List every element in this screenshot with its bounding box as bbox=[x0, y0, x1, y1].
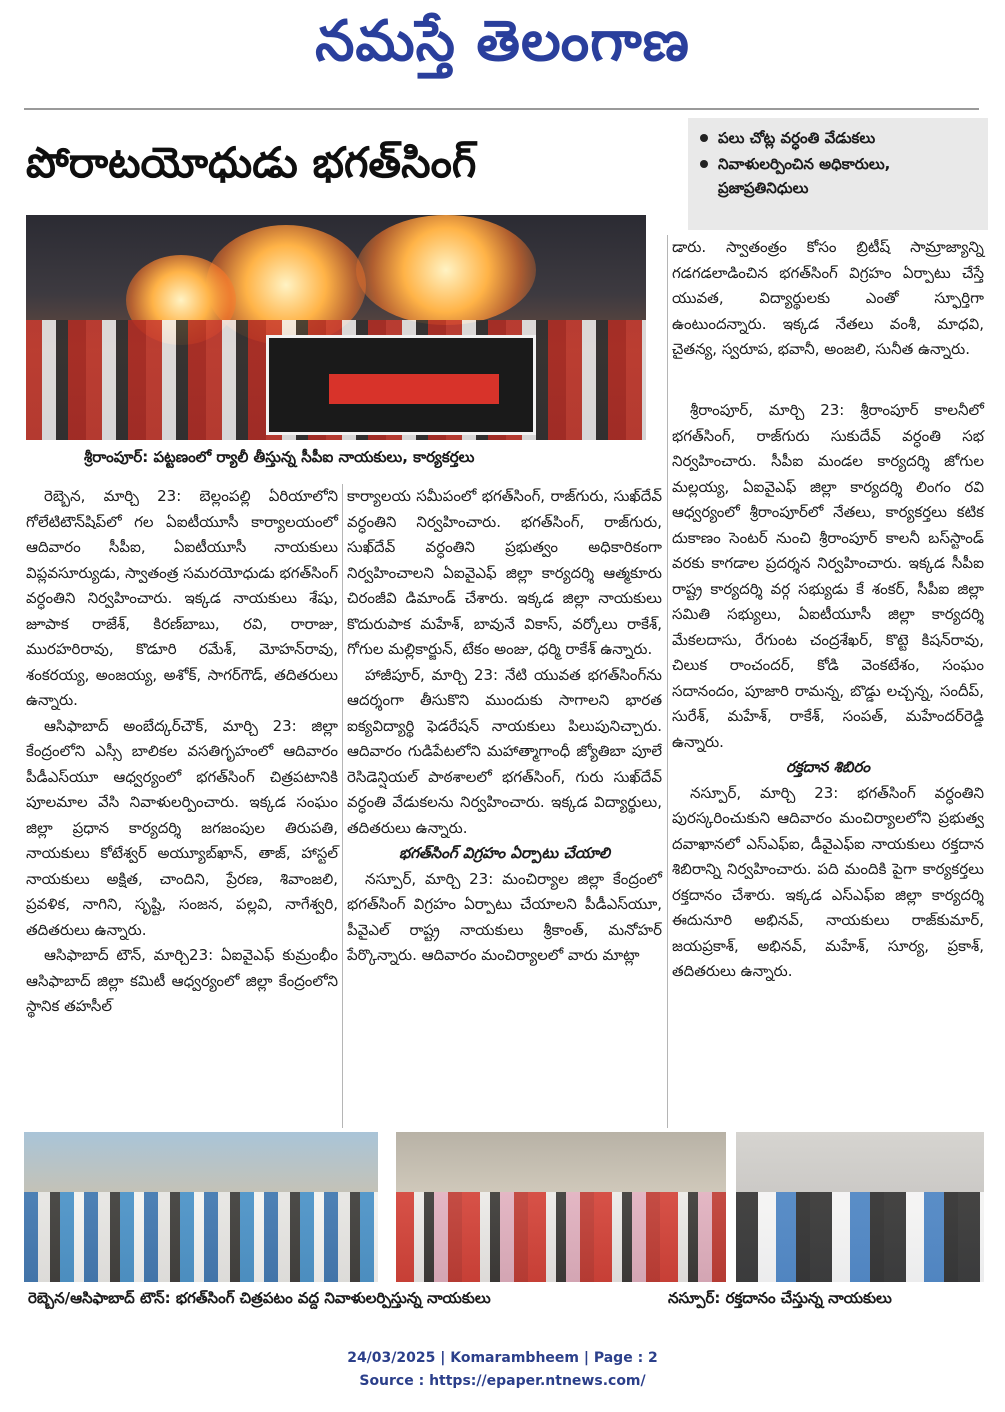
photo-students-tribute bbox=[396, 1132, 726, 1282]
bullet-icon bbox=[700, 160, 708, 168]
article-column-2 bbox=[347, 484, 662, 1128]
paragraph: ఆసిఫాబాద్ అంబేద్కర్‌చౌక్, మార్చి 23: జిల్లా కేంద్రంలోని ఎస్సీ బాలికల వసతిగృహంలో ఆదివారం పీడీఎస్‌యూ ఆధ్వర్యంలో భగత్‌సింగ్ చిత్రపటానికి పూలమాల వేసి నివాళులర్పించారు. ఇక్కడ సంఘం జిల్లా ప్రధాన కార్యదర్శి జగజంపుల తిరుపతి, నాయకులు కోటేశ్వర్ అయ్యూబ్‌ఖాన్, తాజ్, హాస్టల్ నాయకులు అక్షిత, చాందిని, ప్రేరణ, శివాంజలి, ప్రవళిక, నాగిని, సృష్టి, సంజన, పల్లవి, నాగేశ్వరి, తదితరులు ఉన్నారు. bbox=[26, 716, 338, 939]
article-column-3-top bbox=[672, 235, 984, 395]
column-divider bbox=[342, 484, 343, 1128]
paragraph: ఆసిఫాబాద్ టౌన్, మార్చి23: ఏఐవైఎఫ్ కుమ్రంభీం ఆసిఫాబాద్ జిల్లా కమిటీ ఆధ్వర్యంలో జిల్లా కేంద్రంలోని స్థానిక తహసీల్ bbox=[26, 946, 338, 1015]
paragraph: హాజీపూర్, మార్చి 23: నేటి యువత భగత్‌సింగ్‌ను ఆదర్శంగా తీసుకొని ముందుకు సాగాలని భారత ఐక్యవిద్యార్థి ఫెడరేషన్ నాయకులు పిలుపునిచ్చారు. ఆదివారం గుడిపేటలోని మహాత్మాగాంధీ జ్యోతిబా పూలే రెసిడెన్షియల్ పాఠశాలలో భగత్‌సింగ్, గురు సుఖ్‌దేవ్ వర్ధంతి వేడుకలను నిర్వహించారు. ఇక్కడ విద్యార్థులు, తదితరులు ఉన్నారు. bbox=[347, 665, 662, 837]
paragraph: రెబ్బెన, మార్చి 23: బెల్లంపల్లి ఏరియాలోని గోలేటిటౌన్‌షిప్‌లో గల ఏఐటీయూసీ కార్యాలయంలో ఆదివారం సీపీఐ, ఏఐటీయూసీ నాయకులు విప్లవసూర్యుడు, స్వాతంత్ర సమరయోధుడు భగత్‌సింగ్ వర్ధంతిని నిర్వహించారు. ఇక్కడ నాయకులు శేషు, జూపాక రాజేశ్, కిరణ్‌బాబు, రవి, రారాజు, మురహరిరావు, కొడూరి రమేశ్, మోహన్‌రావు, శంకరయ్య, అంజయ్య, అశోక్, సాగర్‌గౌడ్, తదితరులు ఉన్నారు. bbox=[26, 487, 338, 709]
newspaper-logo: నమస్తే తెలంగాణ bbox=[315, 8, 690, 74]
masthead bbox=[0, 8, 1005, 88]
subheading: భగత్‌సింగ్ విగ్రహం ఏర్పాటు చేయాలి bbox=[399, 844, 610, 862]
paragraph: డారు. స్వాతంత్రం కోసం బ్రిటీష్ సామ్రాజ్యాన్ని గడగడలాడించిన భగత్‌సింగ్ విగ్రహం ఏర్పాటు చేస్తే యువత, విద్యార్థులకు ఎంతో స్ఫూర్తిగా ఉంటుందన్నారు. ఇక్కడ నేతలు వంశీ, మాధవి, చైతన్య, స్వరూప, భవానీ, అంజలి, సునీత ఉన్నారు. bbox=[672, 238, 984, 358]
highlight-item bbox=[698, 126, 978, 150]
paragraph: నస్పూర్, మార్చి 23: భగత్‌సింగ్ వర్ధంతిని పురస్కరించుకుని ఆదివారం మంచిర్యాలలోని ప్రభుత్వ దవాఖానలో ఎస్ఎఫ్ఐ, డీవైఎఫ్ఐ నాయకులు రక్తదాన శిబిరాన్ని నిర్వహించారు. పది మందికి పైగా కార్యకర్తలు రక్తదానం చేశారు. ఇక్కడ ఎస్ఎఫ్ఐ జిల్లా కార్యదర్శి ఈదునూరి అభినవ్, నాయకులు రాజ్‌కుమార్, జయప్రకాశ్, అభినవ్, మహేశ్, సూర్య, ప్రకాశ్, తదితరులు ఉన్నారు. bbox=[672, 783, 984, 980]
headline-text: పోరాటయోధుడు భగత్‌సింగ్ bbox=[26, 138, 477, 187]
bullet-icon bbox=[700, 134, 708, 142]
bottom-left-caption: రెబ్బెన/ఆసిఫాబాద్ టౌన్: భగత్‌సింగ్ చిత్రపటం వద్ద నివాళులర్పిస్తున్న నాయకులు bbox=[28, 1289, 491, 1307]
footer-source: Source : https://epaper.ntnews.com/ bbox=[359, 1373, 646, 1389]
paragraph: నస్పూర్, మార్చి 23: మంచిర్యాల జిల్లా కేంద్రంలో భగత్‌సింగ్ విగ్రహం ఏర్పాటు చేయాలని పీడీఎస్‌యూ, పీవైఎల్ రాష్ట్ర నాయకులు శ్రీకాంత్, మనోహర్ పేర్కొన్నారు. ఆదివారం మంచిర్యాలలో వారు మాట్లా bbox=[347, 869, 662, 964]
highlight-item bbox=[698, 152, 978, 200]
highlight-text: పలు చోట్ల వర్ధంతి వేడుకలు bbox=[718, 129, 876, 147]
photo-rebbena-tribute bbox=[24, 1132, 378, 1282]
headline bbox=[26, 132, 666, 204]
paragraph: కార్యాలయ సమీపంలో భగత్‌సింగ్, రాజ్‌గురు, సుఖ్‌దేవ్ వర్ధంతిని నిర్వహించారు. భగత్‌సింగ్, రాజ్‌గురు, సుఖ్‌దేవ్ వర్ధంతిని ప్రభుత్వం అధికారికంగా నిర్వహించాలని ఏఐవైఎఫ్ జిల్లా కార్యదర్శి ఆత్మకూరు చిరంజీవి డిమాండ్ చేశారు. ఇక్కడ జిల్లా నాయకులు కొదురుపాక మహేశ్, బావునే వికాస్, వర్కోలు రాకేశ్, గోగుల మల్లికార్జున్, టేకం అంజు, ధర్మి రాకేశ్ ఉన్నారు. bbox=[347, 487, 662, 658]
photo-blood-donation bbox=[736, 1132, 984, 1282]
article-column-1 bbox=[26, 484, 338, 1128]
masthead-divider bbox=[24, 108, 979, 110]
article-column-3 bbox=[672, 398, 984, 1128]
subheading: రక్తదాన శిబిరం bbox=[786, 758, 870, 776]
highlight-text: నివాళులర్పించిన అధికారులు, ప్రజాప్రతినిధులు bbox=[718, 155, 891, 197]
paragraph: శ్రీరాంపూర్, మార్చి 23: శ్రీరాంపూర్ కాలనీలో భగత్‌సింగ్, రాజ్‌గురు సుకుదేవ్ వర్ధంతి సభ నిర్వహించారు. సీపీఐ మండల కార్యదర్శి జోగుల మల్లయ్య, ఏఐవైఎఫ్ జిల్లా కార్యదర్శి లింగం రవి ఆధ్వర్యంలో శ్రీరాంపూర్‌లో నేతలు, కార్యకర్తలు కటిక దుకాణం సెంటర్ నుంచి శ్రీరాంపూర్ కాలనీ బస్‌స్టాండ్ వరకు కాగడాల ప్రదర్శన నిర్వహించారు. ఇక్కడ సీపీఐ రాష్ట్ర కార్యదర్శి వర్గ సభ్యుడు కే శంకర్, సీపీఐ జిల్లా సమితి సభ్యులు, ఏఐటీయూసీ జిల్లా కార్యదర్శి మేకలదాసు, రేగుంట చంద్రశేఖర్, కొట్టె కిషన్‌రావు, చిలుక రాంచందర్, కోడి వెంకటేశం, సంఘం సదానందం, పూజారి రామన్న, బొడ్డు లచ్చన్న, సందీప్, సురేశ్, మహేశ్, రాకేశ్, సంపత్, మహేందర్‌రెడ్డి ఉన్నారు. bbox=[672, 401, 984, 751]
rally-photo bbox=[26, 215, 646, 440]
column-divider bbox=[667, 235, 668, 1128]
footer-date-edition: 24/03/2025 | Komarambheem | Page : 2 bbox=[347, 1350, 658, 1366]
bottom-right-caption: నస్పూర్: రక్తదానం చేస్తున్న నాయకులు bbox=[668, 1289, 892, 1307]
rally-photo-caption: శ్రీరాంపూర్: పట్టణంలో ర్యాలీ తీస్తున్న సీపీఐ నాయకులు, కార్యకర్తలు bbox=[84, 448, 475, 466]
rally-banner bbox=[266, 335, 536, 435]
highlights-box bbox=[688, 118, 988, 230]
